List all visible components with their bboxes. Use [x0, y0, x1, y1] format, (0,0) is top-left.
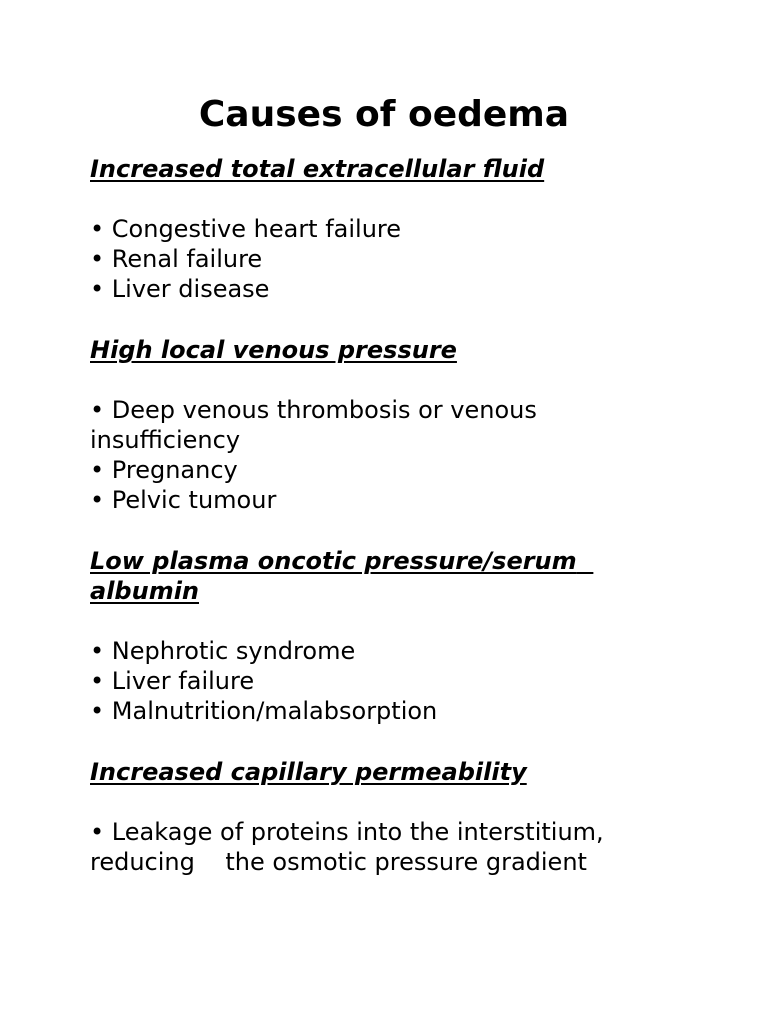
bullet-icon: •: [90, 818, 105, 846]
bullet-list: [90, 214, 544, 304]
list-item: • Liver disease: [90, 275, 270, 303]
list-item: • Pelvic tumour: [90, 486, 277, 514]
bullet-list: [90, 636, 630, 726]
list-item: • Nephrotic syndrome: [90, 637, 356, 665]
list-item: • Liver failure: [90, 667, 255, 695]
list-item: • Leakage of proteins into the interstitium, reducing the osmotic pressure gradient: [90, 818, 612, 876]
section-heading: Low plasma oncotic pressure/serum albumin: [90, 547, 594, 605]
section-heading: Increased capillary permeability: [90, 758, 527, 786]
bullet-icon: •: [90, 667, 105, 695]
page-title: Causes of oedema: [198, 94, 570, 135]
section-increased-ecf: [90, 154, 544, 304]
section-oncotic-pressure: [90, 546, 630, 726]
section-venous-pressure: [90, 335, 590, 515]
bullet-list: [90, 395, 590, 515]
bullet-icon: •: [90, 456, 105, 484]
list-item: • Deep venous thrombosis or venous insufficiency: [90, 396, 545, 454]
list-item: • Renal failure: [90, 245, 263, 273]
bullet-list: [90, 817, 650, 877]
bullet-icon: •: [90, 396, 105, 424]
list-item: • Malnutrition/malabsorption: [90, 697, 438, 725]
list-item: • Congestive heart failure: [90, 215, 402, 243]
bullet-icon: •: [90, 275, 105, 303]
section-heading: Increased total extracellular fluid: [90, 155, 545, 183]
section-heading: High local venous pressure: [90, 336, 457, 364]
bullet-icon: •: [90, 486, 105, 514]
section-capillary-permeability: [90, 757, 650, 877]
bullet-icon: •: [90, 245, 105, 273]
document-page: [90, 90, 690, 876]
bullet-icon: •: [90, 697, 105, 725]
bullet-icon: •: [90, 215, 105, 243]
list-item: • Pregnancy: [90, 456, 238, 484]
bullet-icon: •: [90, 637, 105, 665]
